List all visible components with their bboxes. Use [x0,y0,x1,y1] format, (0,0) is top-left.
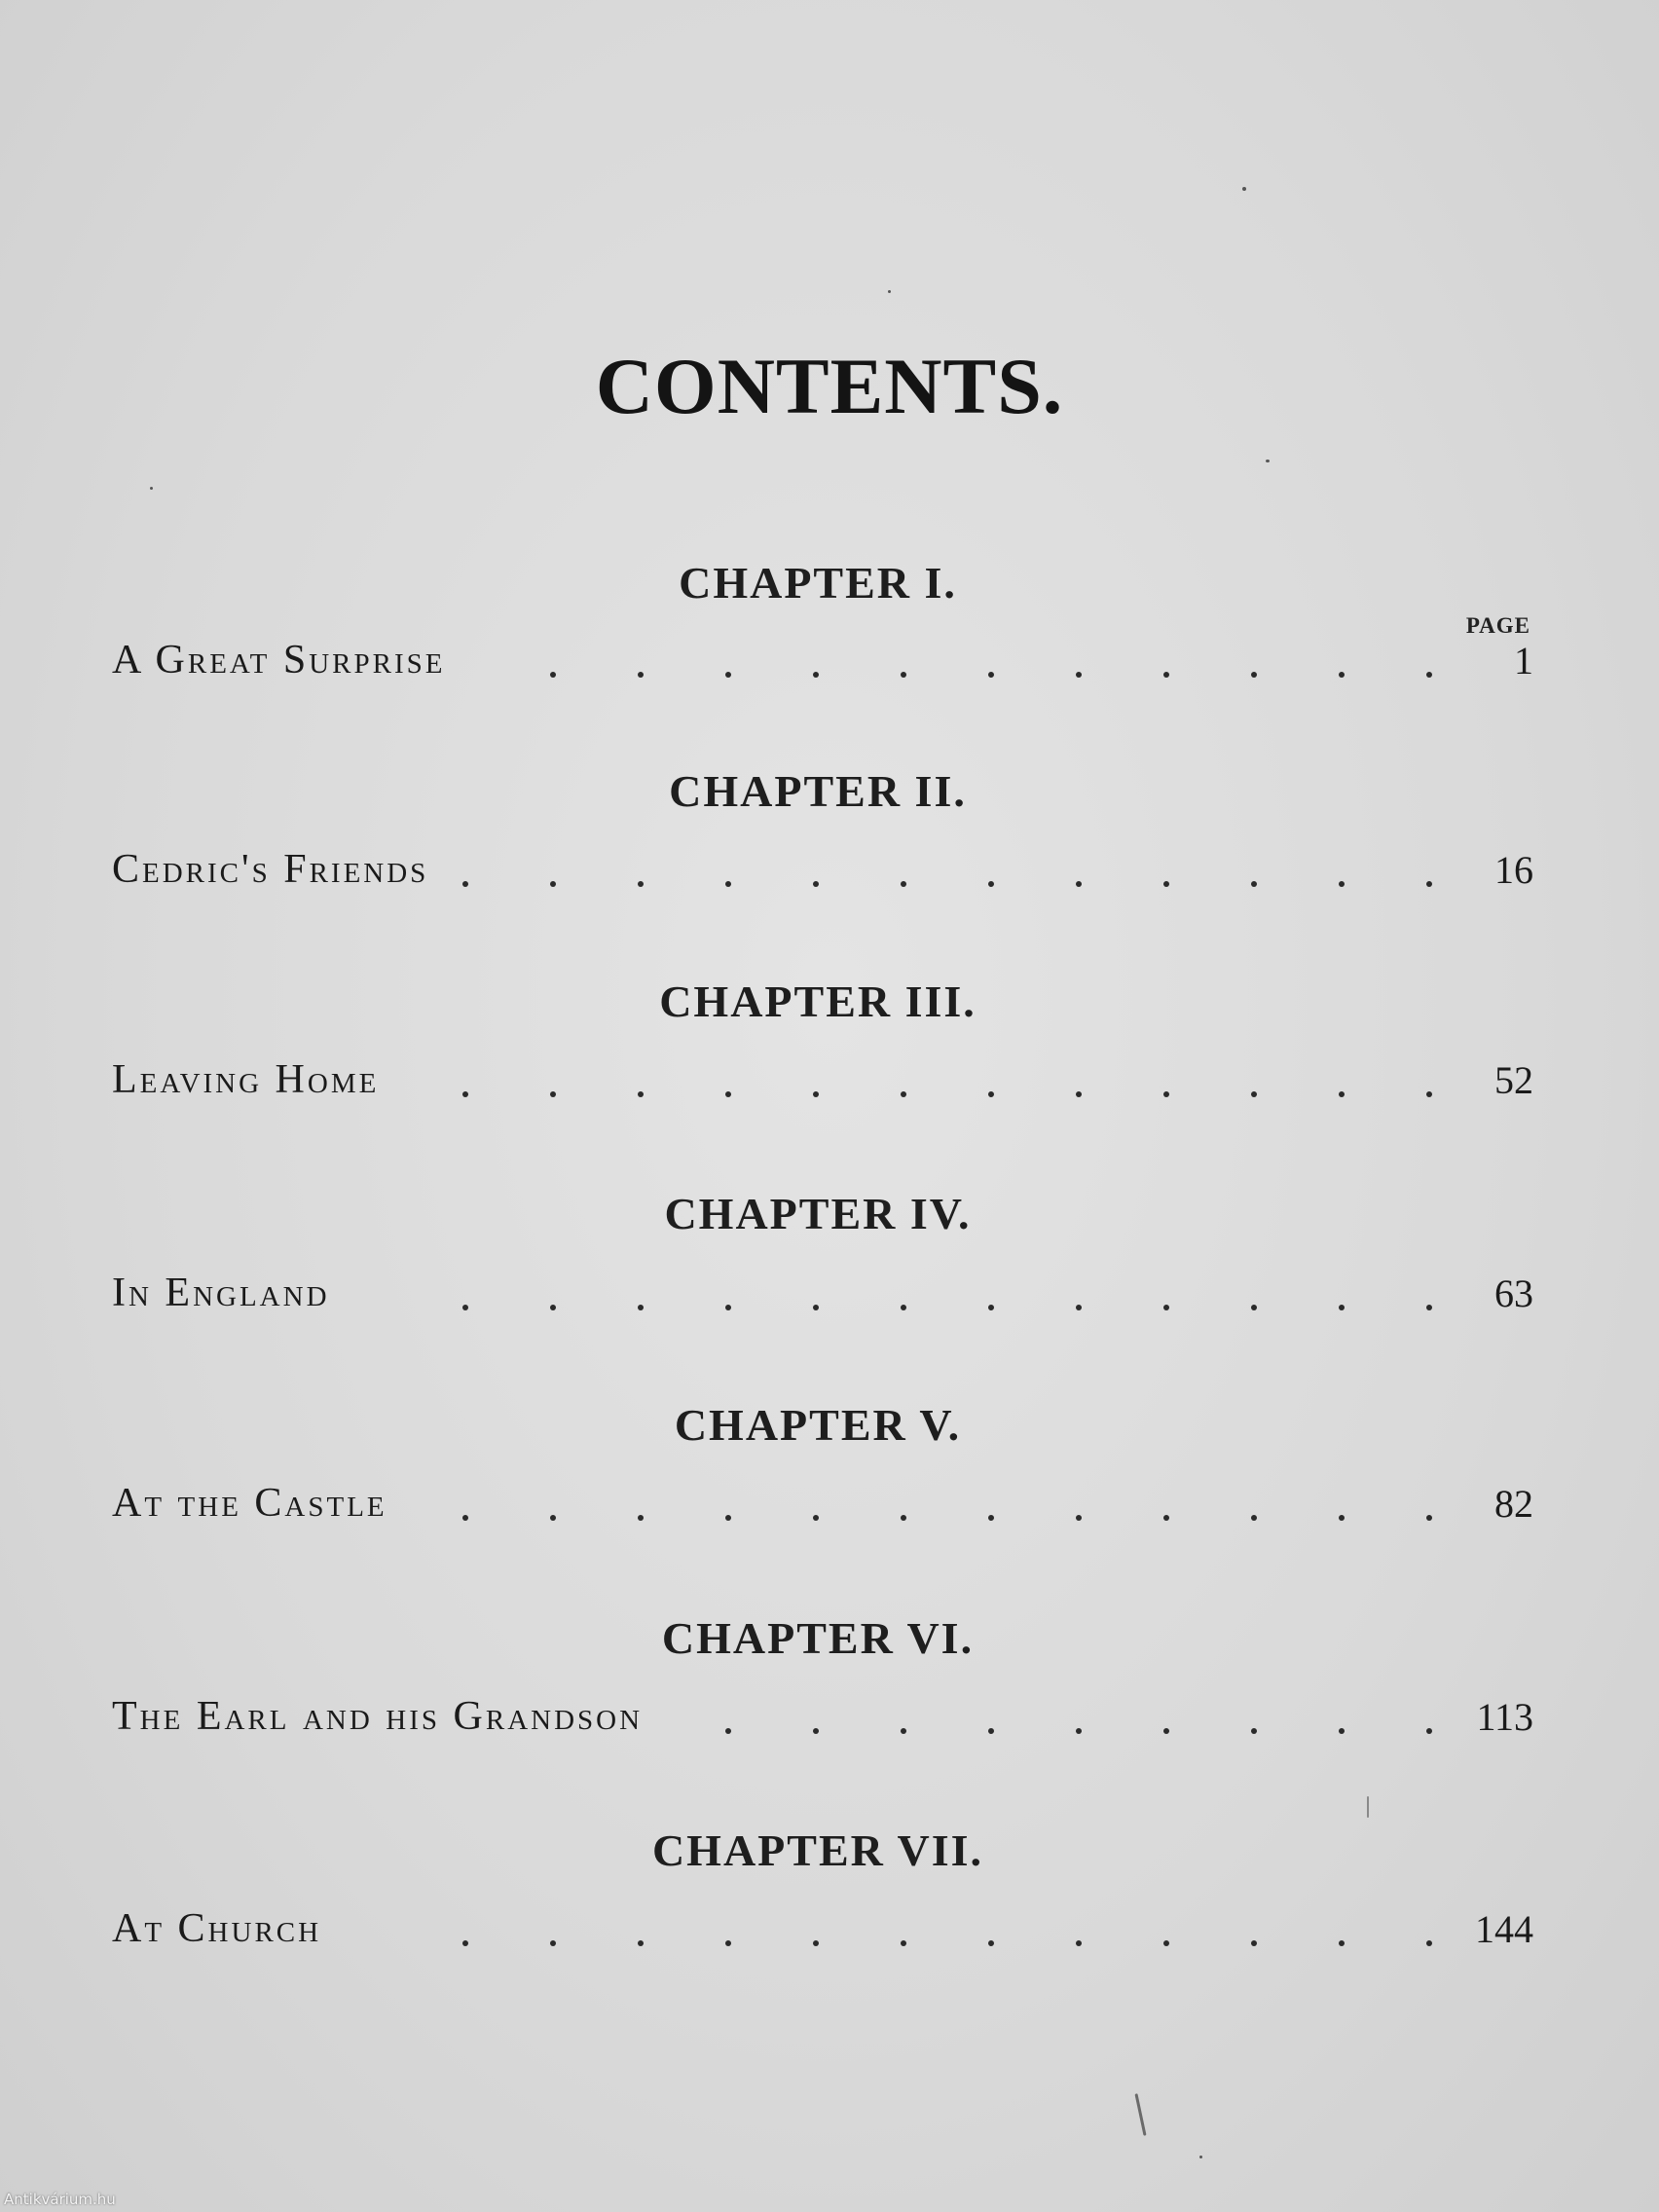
toc-entry-page: 1 [1514,639,1533,682]
watermark: Antikvárium.hu [4,2191,116,2208]
leader-dot [988,1940,994,1946]
dot-leader [112,1728,1533,1736]
chapter-heading: CHAPTER III. [659,977,977,1026]
leader-dot [1251,1515,1257,1521]
leader-dot [1076,881,1082,887]
paper-speck [1266,460,1270,462]
leader-dot [901,1305,906,1310]
dot-leader [112,1091,1533,1099]
leader-dot [988,881,994,887]
leader-dot [725,1515,731,1521]
leader-dot [813,672,819,678]
toc-entry-page: 82 [1494,1482,1533,1526]
toc-entry-title: At the Castle [112,1481,387,1526]
leader-dot [462,1305,468,1310]
toc-entry-page: 52 [1494,1058,1533,1102]
leader-dot [1251,672,1257,678]
toc-entry[interactable] [112,842,1533,901]
leader-dot [988,1515,994,1521]
toc-entry-title: At Church [112,1906,322,1951]
leader-dot [725,881,731,887]
leader-dot [813,1091,819,1097]
leader-dot [1426,672,1432,678]
leader-dot [1076,1515,1082,1521]
leader-dot [1076,1091,1082,1097]
paper-scratch [1134,2093,1146,2136]
leader-dot [988,672,994,678]
toc-entry[interactable] [112,633,1533,691]
leader-dot [1426,1728,1432,1734]
leader-dot [638,672,644,678]
toc-entry-title: The Earl and his Grandson [112,1694,644,1739]
leader-dot [988,1728,994,1734]
leader-dot [1339,1728,1345,1734]
leader-dot [813,1515,819,1521]
leader-dot [1426,881,1432,887]
leader-dot [813,1305,819,1310]
leader-dot [901,1515,906,1521]
leader-dot [1251,1305,1257,1310]
leader-dot [1339,1940,1345,1946]
leader-dot [462,881,468,887]
dot-leader [112,881,1533,889]
paper-speck [1199,2156,1202,2158]
chapter-heading: CHAPTER IV. [664,1189,972,1238]
leader-dot [1251,1091,1257,1097]
leader-dot [550,1305,556,1310]
toc-entry[interactable] [112,1052,1533,1111]
toc-entry-page: 144 [1475,1907,1533,1951]
chapter-heading: CHAPTER VII. [651,1825,984,1875]
leader-dot [462,1515,468,1521]
toc-entry[interactable] [112,1901,1533,1960]
leader-dot [988,1305,994,1310]
leader-dot [725,1305,731,1310]
leader-dot [550,881,556,887]
leader-dot [813,881,819,887]
leader-dot [813,1728,819,1734]
paper-scratch [1367,1796,1369,1818]
leader-dot [1339,1305,1345,1310]
leader-dot [638,1940,644,1946]
leader-dot [725,1728,731,1734]
toc-entry[interactable] [112,1689,1533,1748]
leader-dot [638,1091,644,1097]
chapter-heading: CHAPTER I. [679,558,957,608]
leader-dot [1076,1305,1082,1310]
leader-dot [901,1728,906,1734]
dot-leader [112,1515,1533,1523]
leader-dot [901,1940,906,1946]
toc-entry-page: 16 [1494,848,1533,892]
leader-dot [638,881,644,887]
leader-dot [1163,672,1169,678]
leader-dot [1251,1940,1257,1946]
leader-dot [988,1091,994,1097]
chapter-heading: CHAPTER II. [669,766,967,816]
dot-leader [112,1940,1533,1948]
toc-entry-page: 113 [1476,1695,1533,1739]
leader-dot [1426,1515,1432,1521]
dot-leader [112,672,1533,680]
leader-dot [901,1091,906,1097]
leader-dot [1339,1091,1345,1097]
leader-dot [1339,1515,1345,1521]
page-title: CONTENTS. [595,342,1064,430]
dot-leader [112,1305,1533,1312]
leader-dot [1076,1940,1082,1946]
toc-entry-title: Leaving Home [112,1057,380,1102]
chapter-heading: CHAPTER V. [674,1400,962,1450]
paper-speck [150,487,153,490]
toc-entry[interactable] [112,1266,1533,1324]
leader-dot [1163,1091,1169,1097]
leader-dot [1163,1305,1169,1310]
paper-speck [1242,187,1246,191]
leader-dot [813,1940,819,1946]
leader-dot [1426,1091,1432,1097]
leader-dot [1163,1515,1169,1521]
leader-dot [462,1091,468,1097]
leader-dot [1426,1940,1432,1946]
leader-dot [1163,1940,1169,1946]
leader-dot [462,1940,468,1946]
leader-dot [550,672,556,678]
leader-dot [1339,672,1345,678]
leader-dot [1076,672,1082,678]
leader-dot [550,1940,556,1946]
toc-entry-title: A Great Surprise [112,638,446,682]
leader-dot [1251,881,1257,887]
leader-dot [725,1091,731,1097]
leader-dot [1426,1305,1432,1310]
leader-dot [901,672,906,678]
toc-entry-title: In England [112,1271,330,1315]
leader-dot [725,672,731,678]
leader-dot [1076,1728,1082,1734]
leader-dot [550,1515,556,1521]
paper-speck [888,290,891,293]
leader-dot [1163,881,1169,887]
leader-dot [1339,881,1345,887]
toc-entry-title: Cedric's Friends [112,847,429,892]
leader-dot [638,1515,644,1521]
toc-entry[interactable] [112,1476,1533,1534]
chapter-heading: CHAPTER VI. [661,1613,975,1663]
leader-dot [550,1091,556,1097]
leader-dot [901,881,906,887]
leader-dot [638,1305,644,1310]
leader-dot [1251,1728,1257,1734]
page-column-label: PAGE [1465,613,1530,638]
toc-entry-page: 63 [1494,1272,1533,1315]
leader-dot [1163,1728,1169,1734]
leader-dot [725,1940,731,1946]
